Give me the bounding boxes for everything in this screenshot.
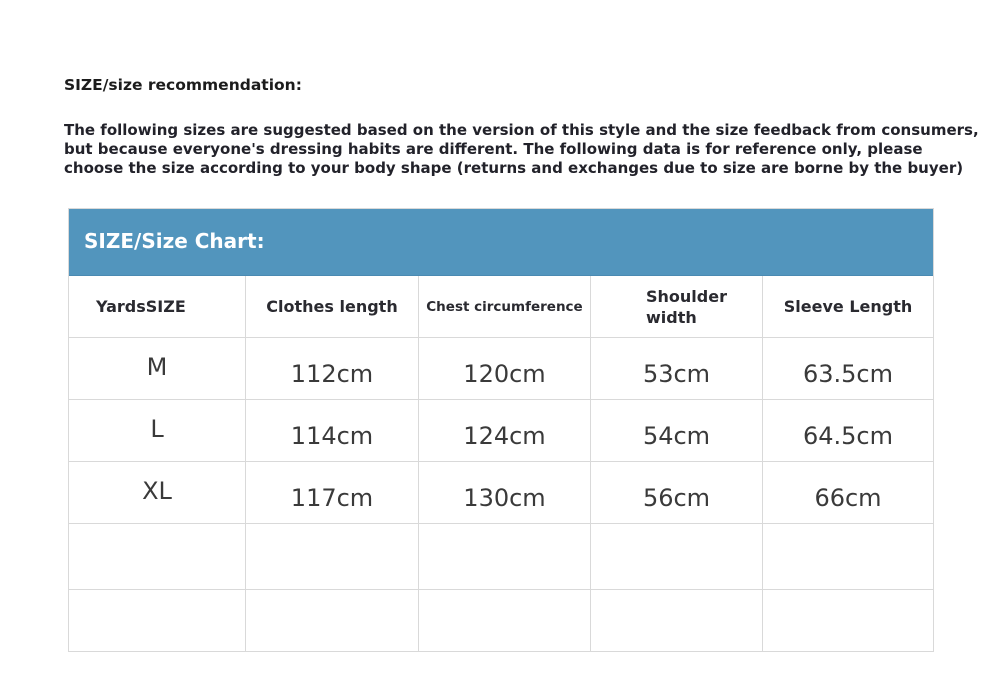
table-row — [69, 337, 933, 399]
size-chart-title: SIZE/Size Chart: — [84, 229, 265, 253]
empty-cell — [590, 590, 762, 651]
empty-cell — [69, 524, 245, 589]
clothes-length-cell: 112cm — [245, 338, 418, 399]
clothes-length-cell: 114cm — [245, 400, 418, 461]
shoulder-cell: 56cm — [590, 462, 762, 523]
header-shoulder-line: width — [646, 307, 697, 327]
size-cell: XL — [142, 476, 172, 505]
empty-table-row — [69, 523, 933, 589]
empty-cell — [762, 524, 933, 589]
intro-line: choose the size according to your body shape (returns and exchanges due to size are borne by the buyer) — [64, 159, 964, 177]
empty-cell — [590, 524, 762, 589]
chest-cell: 120cm — [418, 338, 590, 399]
empty-table-row — [69, 589, 933, 651]
empty-cell — [245, 590, 418, 651]
header-shoulder-line: Shoulder — [646, 286, 727, 306]
size-cell: M — [146, 352, 168, 381]
chest-cell: 130cm — [418, 462, 590, 523]
chest-cell: 124cm — [418, 400, 590, 461]
empty-cell — [418, 524, 590, 589]
sleeve-cell: 63.5cm — [762, 338, 933, 399]
table-header-row — [69, 276, 933, 337]
size-chart-table — [68, 208, 934, 652]
clothes-length-cell: 117cm — [245, 462, 418, 523]
intro-line: but because everyone's dressing habits are different. The following data is for reference only, please — [64, 140, 923, 158]
empty-cell — [69, 590, 245, 651]
header-shoulder-width — [590, 276, 762, 337]
empty-cell — [762, 590, 933, 651]
page-heading: SIZE/size recommendation: — [64, 76, 302, 94]
sleeve-cell: 64.5cm — [762, 400, 933, 461]
header-clothes-length: Clothes length — [245, 276, 418, 337]
intro-line: The following sizes are suggested based on the version of this style and the size feedback from consumers, — [64, 121, 979, 139]
header-sleeve-length: Sleeve Length — [762, 276, 933, 337]
shoulder-cell: 53cm — [590, 338, 762, 399]
size-chart-banner — [69, 209, 933, 276]
empty-cell — [418, 590, 590, 651]
empty-cell — [245, 524, 418, 589]
table-row — [69, 399, 933, 461]
header-chest-circumference: Chest circumference — [418, 276, 590, 337]
shoulder-cell: 54cm — [590, 400, 762, 461]
intro-paragraph — [64, 121, 979, 178]
header-yards-size: YardsSIZE — [96, 297, 186, 316]
table-row — [69, 461, 933, 523]
sleeve-cell: 66cm — [762, 462, 933, 523]
size-cell: L — [150, 414, 164, 443]
